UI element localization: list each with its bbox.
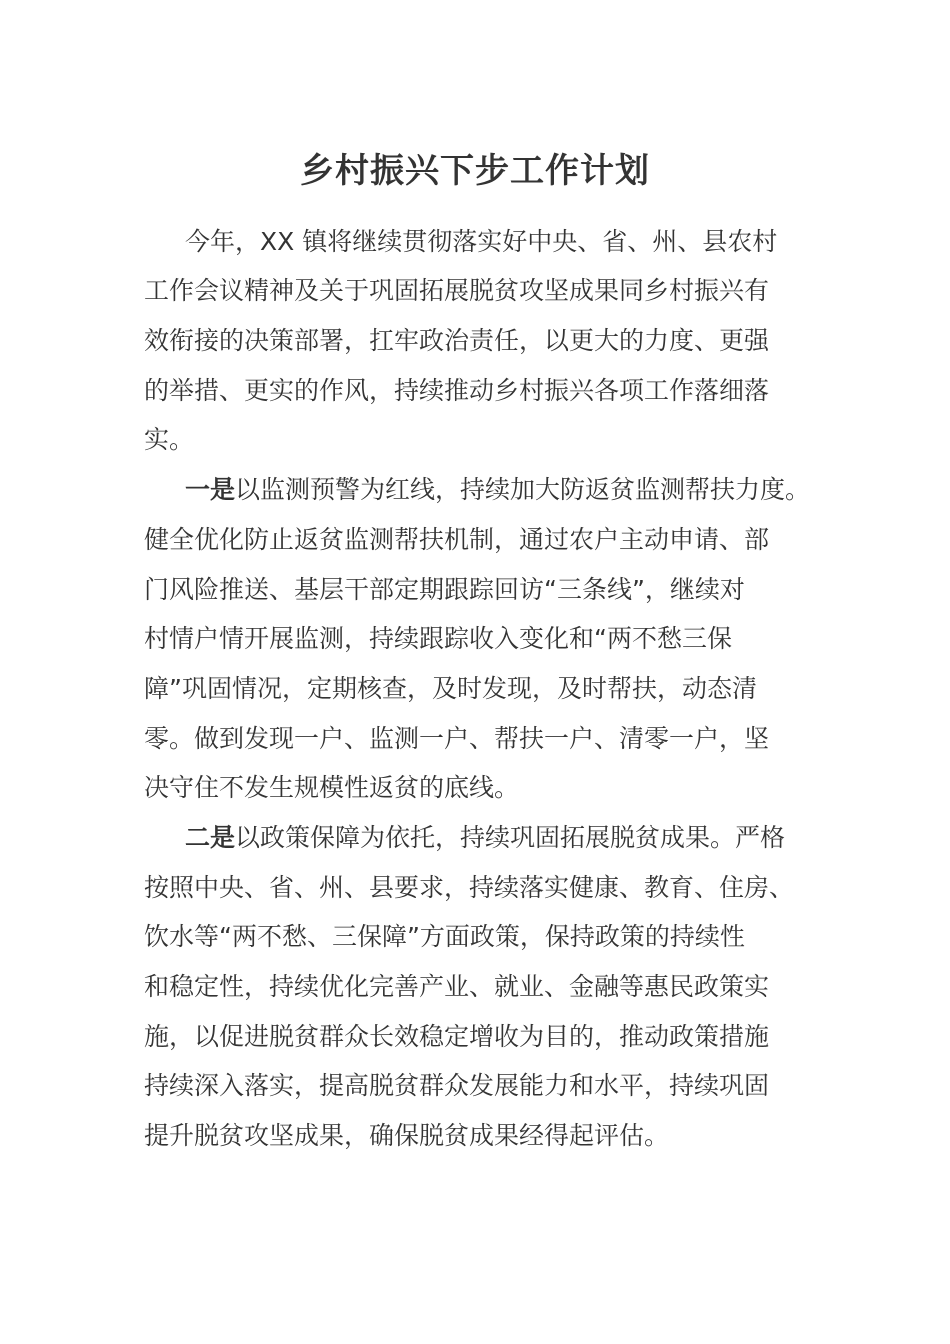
- paragraph-3-line-2: 按照中央、省、州、县要求，持续落实健康、教育、住房、: [144, 873, 795, 902]
- document-title: 乡村振兴下步工作计划: [300, 151, 650, 191]
- paragraph-2-line-1: [185, 473, 810, 507]
- paragraph-3-lead: 二是: [185, 823, 236, 852]
- paragraph-3-line-4: 和稳定性，持续优化完善产业、就业、金融等惠民政策实: [144, 972, 770, 1001]
- paragraph-2-lead: 一是: [185, 475, 236, 504]
- paragraph-3-line-1: [185, 821, 785, 855]
- paragraph-3-line-5: 施，以促进脱贫群众长效稳定增收为目的，推动政策措施: [144, 1022, 770, 1051]
- paragraph-2-line-7: 决守住不发生规模性返贫的底线。: [144, 773, 520, 802]
- paragraph-1-line-4: 的举措、更实的作风，持续推动乡村振兴各项工作落细落: [144, 376, 770, 405]
- paragraph-2-line-3: 门风险推送、基层干部定期跟踪回访“三条线”，继续对: [144, 575, 745, 604]
- paragraph-1-line-5: 实。: [144, 425, 195, 454]
- paragraph-2-line-6: 零。做到发现一户、监测一户、帮扶一户、清零一户，坚: [144, 724, 770, 753]
- paragraph-2-line-1-text: 以监测预警为红线，持续加大防返贫监测帮扶力度。: [235, 475, 811, 504]
- paragraph-2-line-5: 障”巩固情况，定期核查，及时发现，及时帮扶，动态清: [144, 674, 757, 703]
- paragraph-2-line-4: 村情户情开展监测，持续跟踪收入变化和“两不愁三保: [144, 624, 732, 653]
- paragraph-2-line-2: 健全优化防止返贫监测帮扶机制，通过农户主动申请、部: [144, 525, 770, 554]
- paragraph-3-line-6: 持续深入落实，提高脱贫群众发展能力和水平，持续巩固: [144, 1071, 770, 1100]
- paragraph-1-line-3: 效衔接的决策部署，扛牢政治责任，以更大的力度、更强: [144, 326, 770, 355]
- paragraph-3-line-3: 饮水等“两不愁、三保障”方面政策，保持政策的持续性: [144, 922, 745, 951]
- paragraph-1-line-1: 今年，XX 镇将继续贯彻落实好中央、省、州、县农村: [185, 227, 778, 256]
- paragraph-3-line-1-text: 以政策保障为依托，持续巩固拓展脱贫成果。严格: [235, 823, 786, 852]
- paragraph-1-line-2: 工作会议精神及关于巩固拓展脱贫攻坚成果同乡村振兴有: [144, 276, 770, 305]
- paragraph-3-line-7: 提升脱贫攻坚成果，确保脱贫成果经得起评估。: [144, 1121, 670, 1150]
